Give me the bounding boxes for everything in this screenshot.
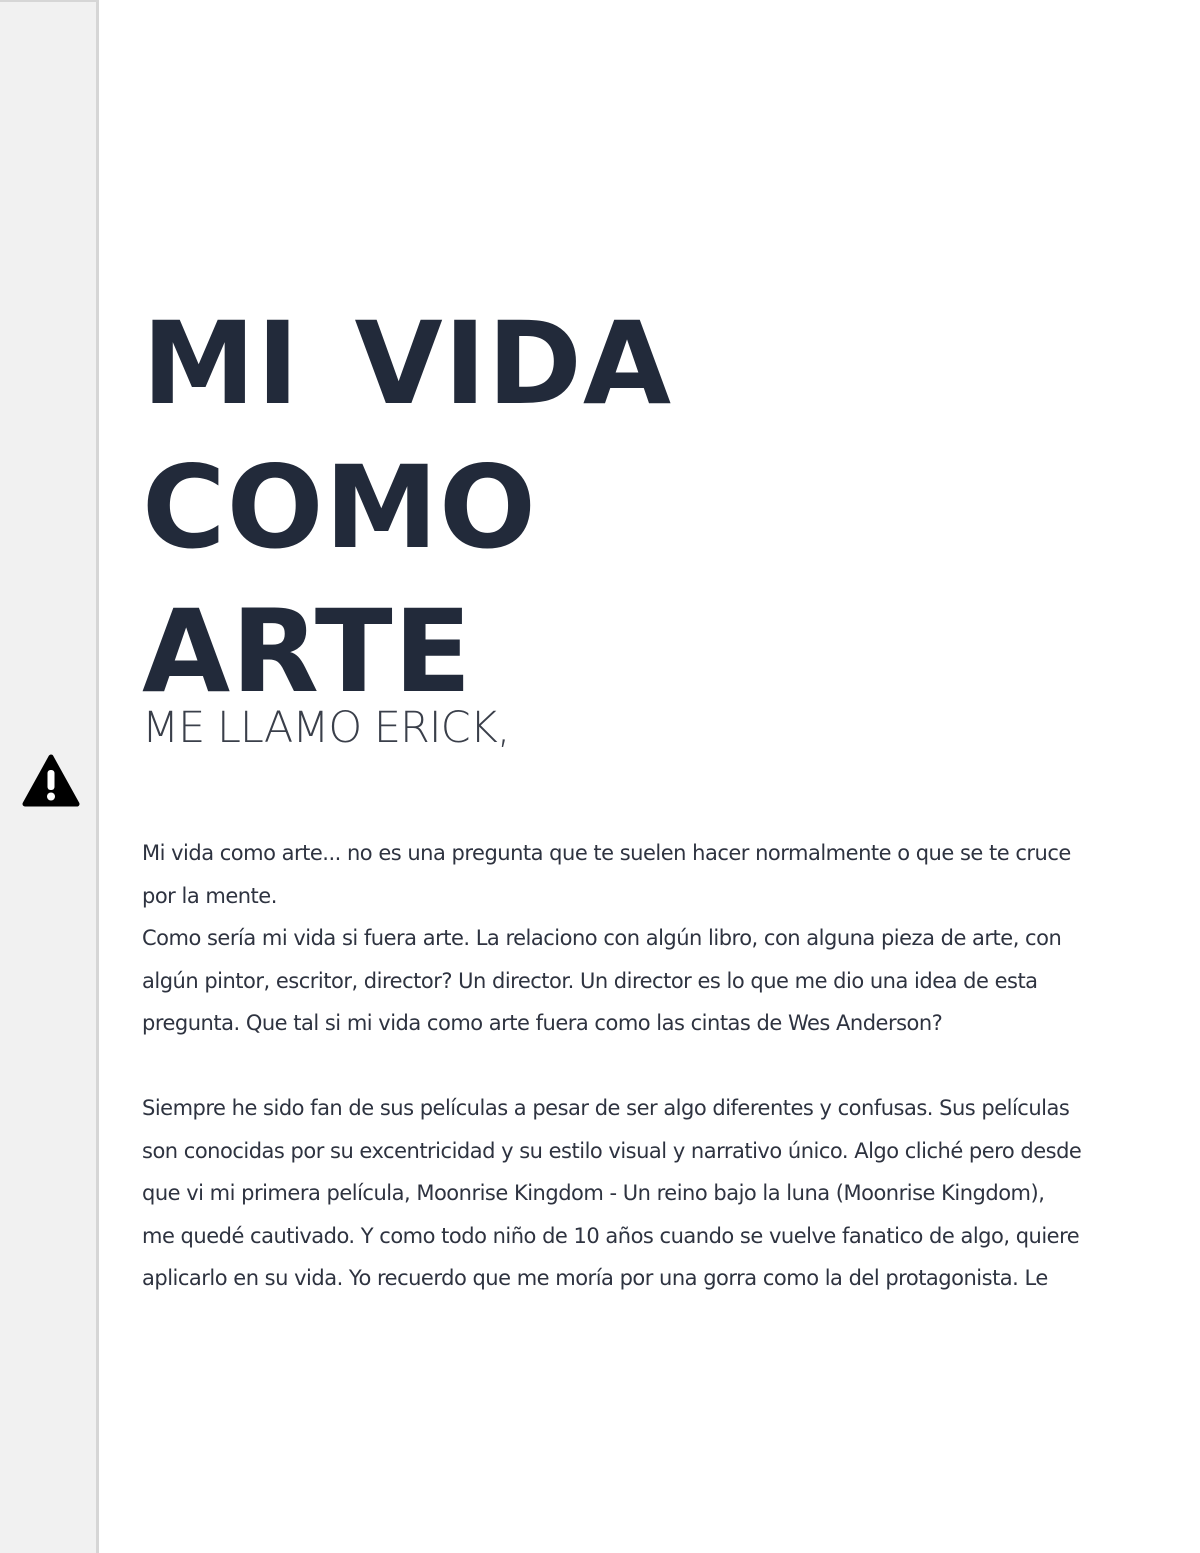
paragraph: Siempre he sido fan de sus películas a pesar de ser algo diferentes y confusas. Sus películas son conocidas por su excentricidad y su estilo visual y narrativo único. Algo cliché pero desde que vi mi primera película, Moonrise Kingdom - Un reino bajo la luna (Moonrise Kingdom), me quedé cautivado. Y como todo niño de 10 años cuando se vuelve fanatico de algo, quiere aplicarlo en su vida. Yo recuerdo que me moría por una gorra como la del protagonista. Le bbox=[142, 1095, 1082, 1291]
paragraph-spacer bbox=[142, 1045, 1082, 1087]
paragraph: Mi vida como arte... no es una pregunta que te suelen hacer normalmente o que se te cruce por la mente. bbox=[142, 841, 1071, 908]
side-panel bbox=[0, 0, 99, 1553]
document-title: MI VIDA COMO ARTE bbox=[142, 297, 673, 718]
paragraph: Como sería mi vida si fuera arte. La relaciono con algún libro, con alguna pieza de arte, con algún pintor, escritor, director? Un director. Un director es lo que me dio una idea de esta pregunta. Que tal si mi vida como arte fuera como las cintas de Wes Anderson? bbox=[142, 926, 1062, 1036]
document-subtitle: ME LLAMO ERICK, bbox=[142, 703, 510, 753]
document-page bbox=[102, 0, 1200, 1553]
warning-icon[interactable] bbox=[22, 754, 80, 808]
document-body bbox=[142, 832, 1082, 1300]
